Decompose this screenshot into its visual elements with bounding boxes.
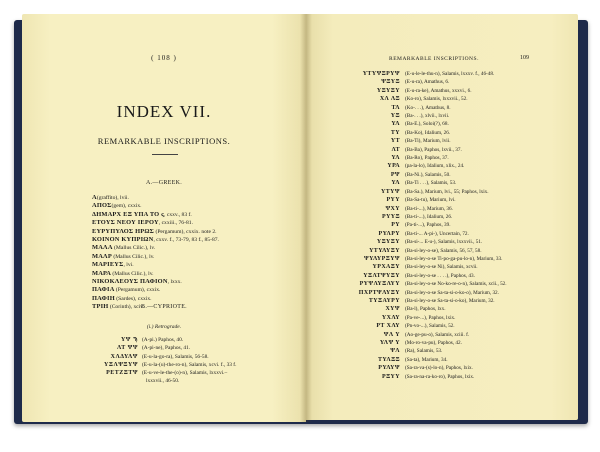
greek-entry bbox=[92, 236, 302, 244]
cypriote-entry bbox=[346, 162, 576, 170]
greek-inscription: ΕΤΟΥΣ ΝΕΟΥ ΙΕΡΟΥ bbox=[92, 219, 159, 227]
cypriote-ref: lxxxvii., 46-50. bbox=[146, 378, 180, 385]
cypriote-symbols: ΤΥΞΑΥΡΥ bbox=[368, 297, 400, 304]
cypriote-symbols: ΥΞΥΞΥ bbox=[376, 239, 400, 246]
cypriote-symbols: ΡΞΥΥ bbox=[382, 373, 400, 380]
cypriote-symbols: ΥΞΛΤΨΥΞΥ bbox=[363, 272, 400, 279]
cypriote-entry bbox=[346, 137, 576, 145]
cypriote-symbols: ΡΥΛΡΥ bbox=[378, 230, 400, 237]
cypriote-ref: (Pn-vo-...), Salamis, 52. bbox=[405, 323, 455, 330]
cypriote-entry bbox=[346, 373, 576, 381]
cypriote-entry bbox=[346, 305, 576, 313]
cypriote-symbols: ΤΥ bbox=[390, 129, 400, 136]
cypriote-entry bbox=[346, 70, 576, 78]
cypriote-symbols: ΥΤΥΨΞΡΥΨ bbox=[362, 71, 400, 77]
cypriote-entry bbox=[346, 263, 576, 271]
book-gutter bbox=[300, 14, 312, 422]
cypriote-ref: (Ba-. . .), xlvii., lxvii. bbox=[405, 113, 450, 120]
cypriote-ref: (Sa-ra-va-(s)-lo-n), Paphos, lxix. bbox=[405, 365, 473, 372]
greek-entries bbox=[92, 194, 302, 312]
cypriote-ref: (pa-la-lo), Idalium, xlix., 24. bbox=[405, 163, 465, 170]
cypriote-entries-continued bbox=[346, 70, 576, 381]
cypriote-ref: (Ba-Sa-tu), Marium, lvi. bbox=[405, 197, 456, 204]
cypriote-symbols: ΥΤΥΨ bbox=[381, 188, 400, 195]
left-page bbox=[22, 14, 306, 422]
cypriote-ref: (Ba-Ro), Paphos, 37. bbox=[405, 155, 449, 162]
cypriote-ref: (Ba-ti-... A-pi-), Uncertain, 72. bbox=[405, 230, 469, 237]
cypriote-symbols: ΡΥΛΥΨ bbox=[378, 365, 400, 372]
cypriote-entry bbox=[346, 120, 576, 128]
greek-inscription: ΔΗΜΑΡΧ ΕΞ ΥΠΑ ΤΟ ς bbox=[92, 210, 165, 218]
cypriote-ref: (Ba-Ti . . .), Salamis, 53. bbox=[405, 180, 457, 187]
cypriote-ref: (E-u-le-le-thu-n), Salamis, lxxxv. f., 46-48. bbox=[405, 71, 495, 77]
cypriote-entry bbox=[346, 289, 576, 297]
greek-entry bbox=[92, 228, 302, 236]
cypriote-ref: (Ba-Ni.), Salamis, 50. bbox=[405, 171, 451, 178]
cypriote-ref: (A-pi.) Paphos, 40. bbox=[142, 337, 184, 343]
cypriote-symbols: ΡΥΨΛΥΞΛΥΥ bbox=[359, 281, 400, 288]
cypriote-symbols: ΨΥΛΥΡΞΥΨ bbox=[363, 255, 400, 262]
cypriote-entry bbox=[84, 336, 298, 344]
greek-inscription: Α bbox=[92, 194, 97, 201]
cypriote-ref: (E-u-ra-ke), Amathus, xxxvi., 6. bbox=[405, 87, 472, 94]
greek-entry bbox=[92, 211, 302, 219]
page-number: ( 108 ) bbox=[151, 54, 177, 62]
cypriote-entry bbox=[346, 196, 576, 204]
cypriote-symbols: ΧΥΨ bbox=[385, 306, 400, 313]
cypriote-symbols: ΛΤ ΨΨ bbox=[117, 345, 138, 352]
right-page bbox=[306, 14, 578, 420]
cypriote-entry bbox=[346, 179, 576, 187]
greek-entry bbox=[92, 244, 302, 252]
cypriote-entry bbox=[346, 322, 576, 330]
cypriote-ref: (Ba-si-ley-o-se Ni), Salamis, xcvii. bbox=[405, 264, 478, 271]
greek-entry bbox=[92, 261, 302, 269]
cypriote-symbols: ΧΛΔΥΛΨ bbox=[110, 353, 138, 360]
cypriote-entry bbox=[346, 104, 576, 112]
cypriote-symbols: ΛΤ bbox=[391, 146, 400, 153]
cypriote-ref: (Ba-Ti), Marium, lvii. bbox=[405, 138, 451, 145]
cypriote-ref: (Ba-si-ley-o-se Ti-po-ga-pu-lo-n), Marium, 33. bbox=[405, 255, 503, 262]
greek-inscription: ΝΙΚΟΚΛΕΟΥΣ ΠΑΦΙΟΝ bbox=[92, 278, 168, 286]
cypriote-symbols: ΡΥ bbox=[391, 222, 400, 229]
cypriote-entry bbox=[346, 230, 576, 238]
cypriote-entry bbox=[346, 171, 576, 179]
greek-ref: (Mallus Cilic.), lv. bbox=[111, 270, 154, 277]
greek-inscription: ΤΡΙΗ bbox=[92, 303, 109, 311]
cypriote-ref: (Ao-ge-pu-o), Salamis, xciii. f. bbox=[405, 331, 470, 338]
cypriote-symbols: ΥΛ bbox=[391, 180, 400, 187]
greek-ref: , lxxx. bbox=[167, 279, 182, 286]
cypriote-entry bbox=[346, 221, 576, 229]
cypriote-entry bbox=[346, 314, 576, 322]
cypriote-entry bbox=[346, 247, 576, 255]
greek-inscription: ΕΥΡΥΠΥΛΟΣ ΗΡΩΣ bbox=[92, 227, 155, 235]
greek-inscription: ΠΑΦΙΗ bbox=[92, 294, 115, 302]
cypriote-ref: (A-pi-ne), Paphos, 41. bbox=[142, 345, 191, 352]
greek-inscription: ΜΑΡΑ bbox=[92, 269, 112, 277]
cypriote-symbols: ΨΛ bbox=[390, 348, 400, 355]
cypriote-entry bbox=[346, 95, 576, 103]
cypriote-symbols: ΨΛ Υ bbox=[383, 331, 400, 338]
cypriote-entry bbox=[346, 188, 576, 196]
greek-entry bbox=[92, 253, 302, 261]
cypriote-symbols: ΡΥΥΞ bbox=[382, 213, 400, 220]
cypriote-entry bbox=[346, 154, 576, 162]
cypriote-entry bbox=[346, 339, 576, 347]
cypriote-symbols: ΥΛΨ Υ bbox=[379, 340, 400, 346]
retrograde-heading: (i.) Retrograde. bbox=[146, 324, 182, 330]
cypriote-ref: (Ba-si-... E-u-), Salamis, lxxxvii., 51. bbox=[405, 239, 483, 246]
cypriote-entry bbox=[84, 361, 298, 369]
cypriote-entry bbox=[346, 87, 576, 95]
greek-ref: , cxxv. f., 73-79, 83 f., 85-87. bbox=[153, 237, 219, 244]
cypriote-ref: (Ba-E.), Soloi(?), 68. bbox=[405, 121, 449, 128]
cypriote-entry bbox=[346, 364, 576, 372]
greek-inscription: ΜΑΛΑ bbox=[92, 244, 113, 252]
cypriote-entry bbox=[346, 255, 576, 263]
cypriote-entry bbox=[346, 78, 576, 86]
greek-ref: , cxxiii., 76-81. bbox=[158, 220, 193, 227]
cypriote-entry bbox=[346, 112, 576, 120]
cypriote-symbols: ΡΥΥ bbox=[386, 197, 400, 204]
cypriote-ref: (Ko-ro), Salamis, lxxxvii., 52. bbox=[405, 96, 468, 103]
greek-ref: , lvi. bbox=[123, 262, 134, 269]
cypriote-symbols: ΡΤ ΧΛΥ bbox=[376, 323, 400, 330]
cypriote-ref: (Ba-si-ley-o-se Sa-ta-si-o-ko), Marium, 32. bbox=[405, 297, 495, 304]
cypriote-ref: (Ba-si-ley-o-se . . . .), Paphos, 43. bbox=[405, 272, 475, 279]
section-title: REMARKABLE INSCRIPTIONS. bbox=[97, 136, 231, 146]
cypriote-symbols: ΡΕΤΖΞΤΨ bbox=[106, 370, 138, 377]
cypriote-entry bbox=[346, 146, 576, 154]
cypriote-symbols: ΥΛ bbox=[391, 155, 400, 162]
cypriote-symbols: ΨΧΥ bbox=[385, 205, 400, 212]
cypriote-ref: (Mo-ro-va-pu), Paphos, 42. bbox=[405, 340, 462, 346]
cypriote-entry bbox=[346, 331, 576, 339]
cypriote-symbols: ΥΡΧΑΞΥ bbox=[372, 264, 400, 271]
cypriote-symbols: ΥΞΥΞΥ bbox=[376, 87, 400, 94]
greek-ref: (Mallus Cilic.), lv. bbox=[112, 245, 156, 252]
greek-entry bbox=[92, 286, 302, 294]
cypriote-entry bbox=[84, 344, 298, 352]
cypriote-ref: (E-u-ve-le-the-(o)-n), Salamis, lxxxvi.– bbox=[142, 370, 228, 377]
page-number: 109 bbox=[520, 55, 529, 61]
cypriote-entry bbox=[346, 297, 576, 305]
greek-entry bbox=[92, 270, 302, 278]
cypriote-entry bbox=[346, 213, 576, 221]
greek-entry bbox=[92, 278, 302, 286]
greek-inscription: ΜΑΡΙΕΥΣ bbox=[92, 261, 124, 269]
cypriote-symbols: ΥΡΑ bbox=[387, 163, 400, 170]
cypriote-entry bbox=[346, 347, 576, 355]
greek-entry bbox=[92, 295, 302, 303]
cypriote-ref: (Ba-l), Paphos, lxx. bbox=[405, 306, 446, 313]
cypriote-ref: (Ba-si-ley-o-se), Salamis, 56, 57, 58. bbox=[405, 247, 482, 254]
cypriote-symbols: ΥΨ Ϡ bbox=[120, 337, 138, 343]
cypriote-heading: B.—CYPRIOTE. bbox=[141, 304, 187, 310]
cypriote-symbols: ΠΧΡΤΨΛΥΞΥ bbox=[358, 289, 400, 296]
cypriote-entry-continued bbox=[84, 377, 298, 385]
cypriote-ref: (Ba-Sa.), Marium, lvi., 55; Paphos, lxix. bbox=[405, 188, 489, 195]
cypriote-entry bbox=[84, 353, 298, 361]
cypriote-entry bbox=[346, 356, 576, 364]
cypriote-entry bbox=[84, 369, 298, 377]
cypriote-ref: (Ba-Ba), Paphos, lxvii., 37. bbox=[405, 146, 462, 153]
greek-entry bbox=[92, 194, 302, 202]
greek-ref: (Pergamum), cxxix. note 2. bbox=[154, 228, 217, 235]
greek-ref: , cxxv., 83 f. bbox=[164, 211, 192, 218]
greek-ref: (Corinth), xciv. bbox=[108, 304, 145, 311]
cypriote-symbols: ΥΞΛΨΞΥΨ bbox=[104, 361, 138, 368]
greek-ref: (graffito), lvii. bbox=[96, 195, 129, 201]
cypriote-symbols: ΥΞ bbox=[390, 113, 400, 120]
cypriote-symbols: ΤΛ bbox=[391, 104, 400, 111]
cypriote-ref: (Sa-ta), Marium, 34. bbox=[405, 356, 448, 363]
cypriote-ref: (E-u-ra), Amathus, 6. bbox=[405, 79, 450, 86]
cypriote-symbols: ΡΨ bbox=[390, 171, 400, 178]
greek-ref: (gem), cxxix. bbox=[111, 203, 142, 210]
cypriote-ref: (E-u-la-go-ra), Salamis, 56-58. bbox=[142, 353, 209, 360]
cypriote-entry bbox=[346, 205, 576, 213]
cypriote-ref: (E-u-la-(u)-the-ro-n), Salamis, xcvi. f., 33 f. bbox=[142, 361, 237, 368]
cypriote-symbols: ΤΥΛΞΞ bbox=[378, 356, 400, 363]
cypriote-entry bbox=[346, 272, 576, 280]
cypriote-symbols: ΥΤ bbox=[390, 138, 400, 145]
cypriote-entry bbox=[346, 280, 576, 288]
cypriote-symbols: ΨΞΥΞ bbox=[381, 79, 400, 86]
greek-inscription: ΚΟΙΝΟΝ ΚΥΠΡΙΩΝ bbox=[92, 236, 154, 244]
cypriote-symbols: ΥΛ bbox=[391, 121, 400, 128]
cypriote-ref: (Sa-ra-na-ra-ko-ro), Paphos, lxix. bbox=[405, 373, 475, 380]
cypriote-entries bbox=[84, 336, 298, 386]
title-rule bbox=[152, 154, 178, 155]
greek-entry bbox=[92, 202, 302, 210]
cypriote-entry bbox=[346, 129, 576, 137]
cypriote-symbols: ΥΧΛΥ bbox=[381, 314, 400, 321]
greek-inscription: ΑΠΟΣ bbox=[92, 202, 112, 210]
cypriote-ref: (Pa-ve-...), Paphos, lxix. bbox=[405, 314, 456, 321]
greek-inscription: ΜΑΛΡ bbox=[92, 252, 112, 260]
running-head: REMARKABLE INSCRIPTIONS. bbox=[389, 56, 479, 62]
cypriote-ref: (Ba-si-ley-o-se No-ko-re-o-n), Salamis, xcii., 52. bbox=[405, 281, 507, 288]
cypriote-entry bbox=[346, 238, 576, 246]
index-title: INDEX VII. bbox=[116, 102, 212, 121]
cypriote-ref: (Ra), Salamis, 53. bbox=[405, 348, 443, 355]
cypriote-symbols: ΧΛ ΛΞ bbox=[379, 96, 400, 103]
cypriote-ref: (Ba-ti-...), Idalium, 26. bbox=[405, 213, 453, 220]
cypriote-symbols: ΥΤΥΛΥΞΥ bbox=[369, 247, 400, 254]
greek-entry bbox=[92, 219, 302, 227]
cypriote-ref: (Ko-. . .), Amathus, 8. bbox=[405, 104, 451, 111]
cypriote-ref: (Pa-ti-...), Paphos, 39. bbox=[405, 222, 451, 229]
greek-ref: (Sardes), cxxix. bbox=[114, 295, 152, 302]
cypriote-ref: (Ba-ti-...), Marium, 36. bbox=[405, 205, 453, 212]
greek-ref: (Pergamum), cxxix. bbox=[114, 287, 161, 294]
cypriote-ref: (Ba-si-ley-o-se Sa-ta-si-o-ko-o), Marium, 32. bbox=[405, 289, 499, 296]
greek-inscription: ΠΑΦΙΑ bbox=[92, 286, 115, 294]
cypriote-ref: (Ba-Ko), Idalium, 26. bbox=[405, 129, 451, 136]
greek-ref: (Mallus Cilic.), lv. bbox=[111, 253, 155, 260]
greek-heading: A.—GREEK. bbox=[145, 180, 183, 186]
